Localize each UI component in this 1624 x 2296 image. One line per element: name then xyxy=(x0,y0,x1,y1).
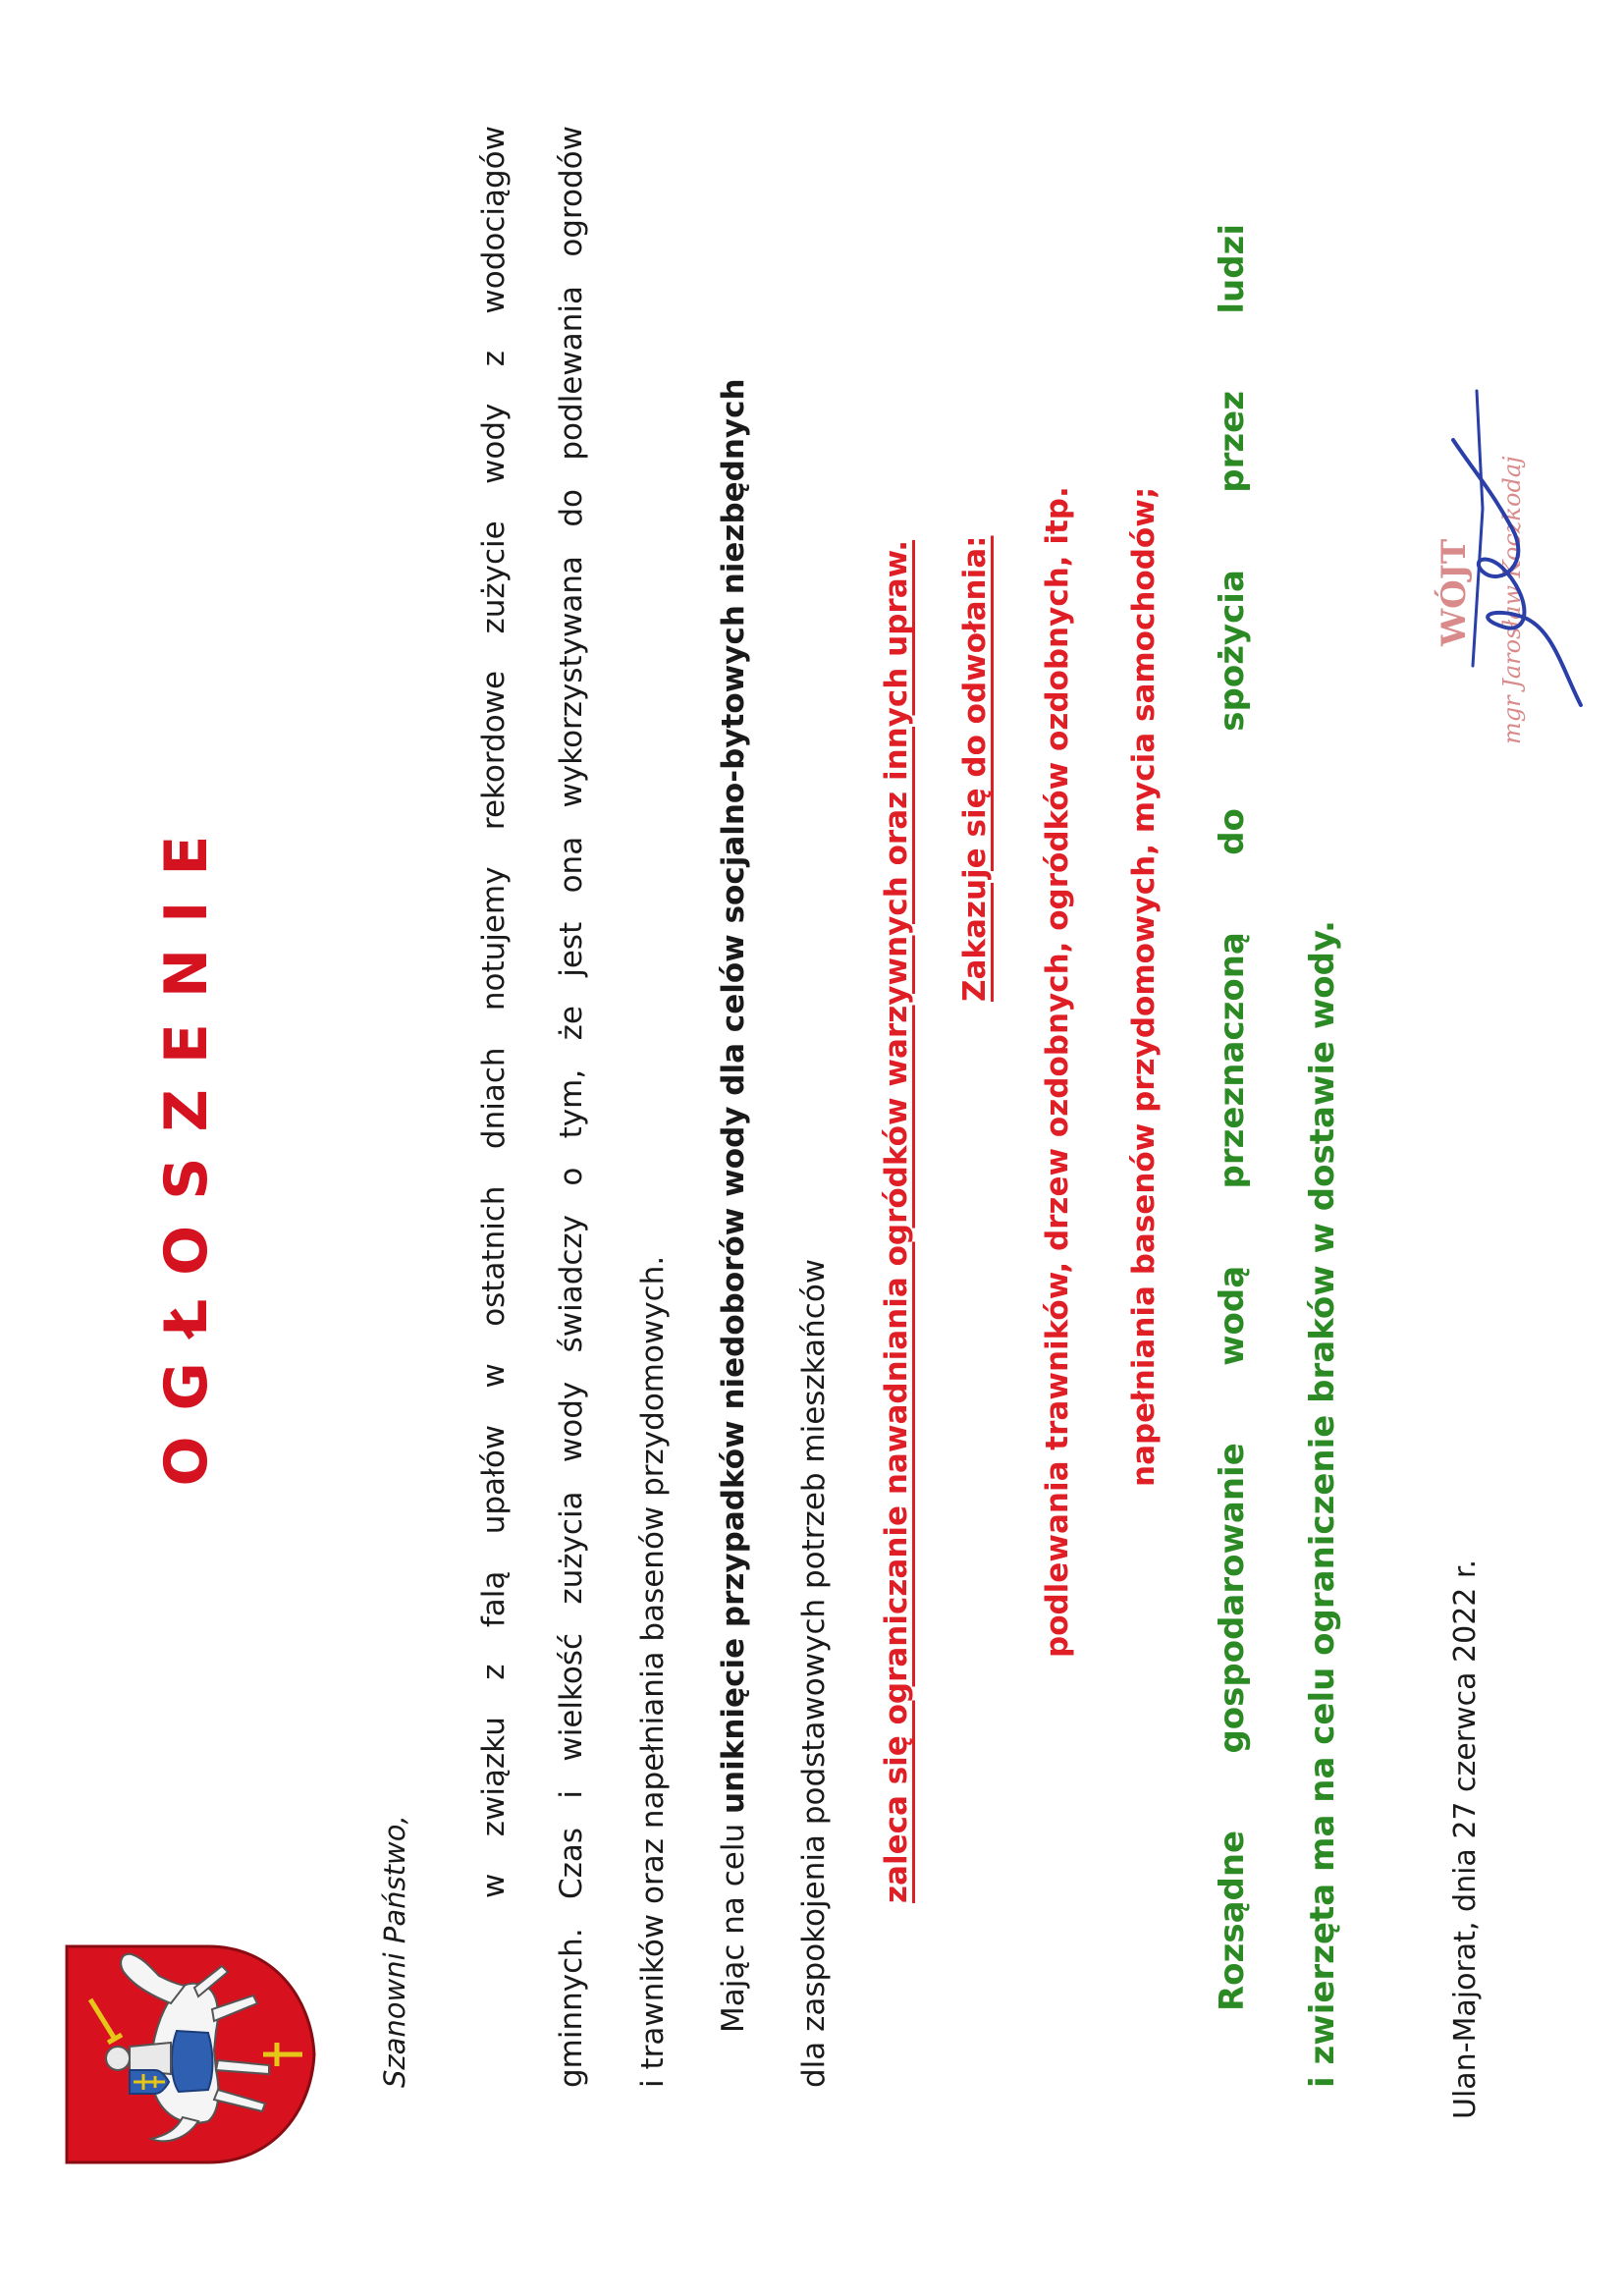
paragraph2-bold: uniknięcie przypadków niedoborów wody dla celów socjalno-bytowych niezbędnych xyxy=(716,378,751,1815)
appeal-line1: Rozsądne gospodarowanie wodą przeznaczoną do spożycia przez ludzi xyxy=(1213,224,1252,2011)
ban-heading: Zakazuje się do odwołania: xyxy=(957,535,993,1002)
stamp-office: WÓJT xyxy=(1435,538,1474,646)
recommendation-text: zaleca się ograniczanie nawadniania ogródków warzywnych oraz innych upraw. xyxy=(879,539,914,1903)
paragraph1-line3: i trawników oraz napełniania basenów przydomowych. xyxy=(635,1255,671,2088)
paragraph1-line2: gminnych. Czas i wielkość zużycia wody świadczy o tym, że jest ona wykorzystywana do podlewania ogrodów xyxy=(554,126,589,2088)
signature-icon xyxy=(1414,342,1610,764)
greeting: Szanowni Państwo, xyxy=(378,1815,411,2088)
paragraph1-line1: w związku z falą upałów w ostatnich dniach notujemy rekordowe zużycie wody z wodociągów xyxy=(476,126,512,1898)
date-place: Ulan-Majorat, dnia 27 czerwca 2022 r. xyxy=(1448,1558,1483,2119)
paragraph2-prefix: Mając na celu xyxy=(716,1814,751,2033)
ban-line2: napełniania basenów przydomowych, mycia samochodów; xyxy=(1126,486,1162,1487)
stamp-name: mgr Jarosław Koczkodaj xyxy=(1498,456,1526,744)
paragraph2-line1 xyxy=(716,378,751,2033)
ban-line1: podlewania trawników, drzew ozdobnych, ogródków ozdobnych, itp. xyxy=(1040,486,1075,1658)
appeal-line2: i zwierzęta ma na celu ograniczenie braków w dostawie wody. xyxy=(1303,920,1342,2088)
paragraph2-line2: dla zaspokojenia podstawowych potrzeb mieszkańców xyxy=(796,1258,832,2088)
announcement-title: OGŁOSZENIE xyxy=(152,809,221,1487)
